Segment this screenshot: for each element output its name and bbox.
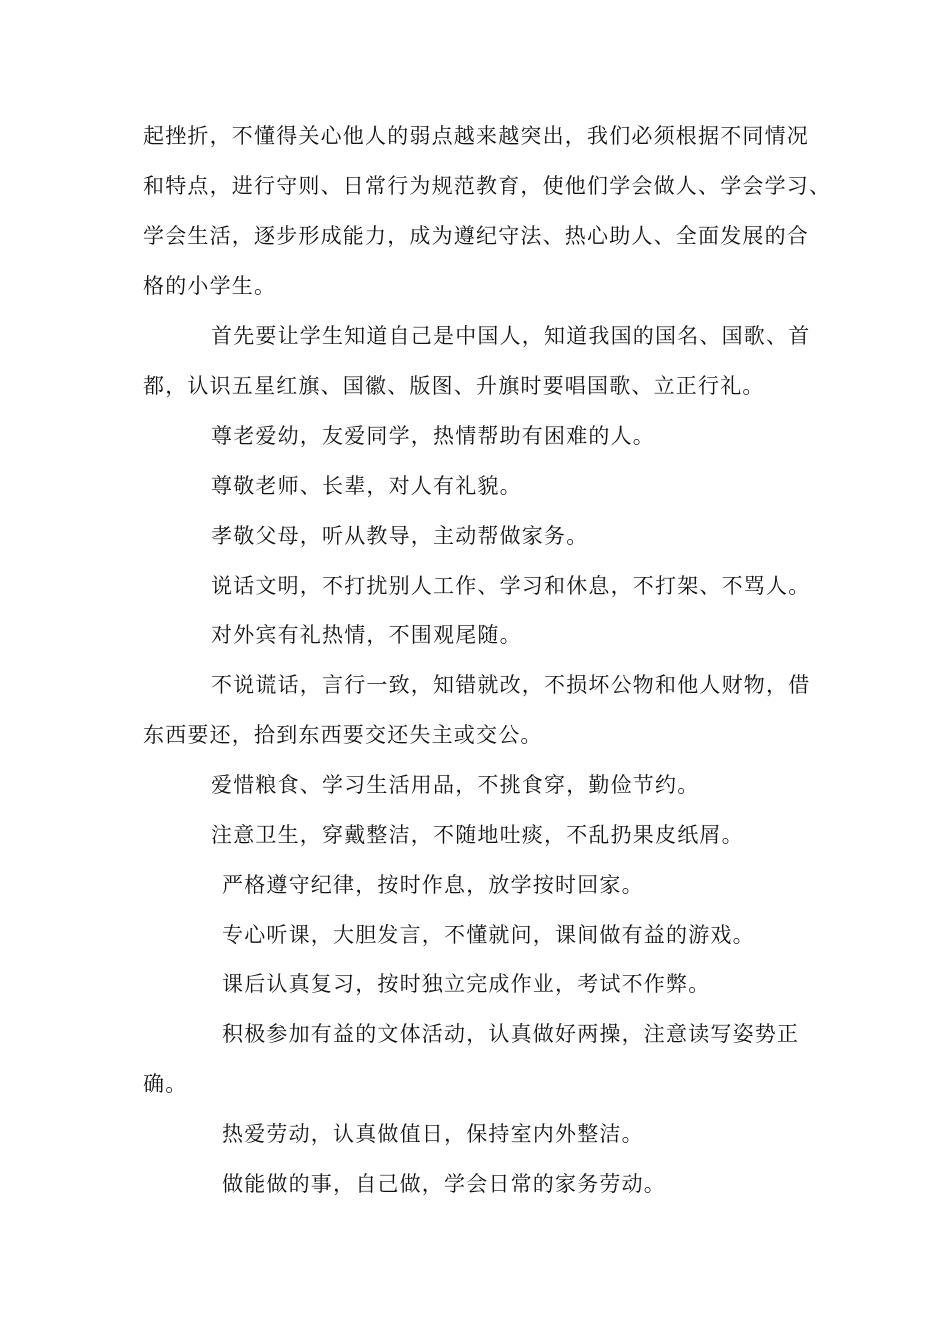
text-line: 首先要让学生知道自己是中国人，知道我国的国名、国歌、首 bbox=[211, 324, 811, 348]
text-line: 积极参加有益的文体活动，认真做好两操，注意读写姿势正 bbox=[222, 1022, 800, 1046]
text-line: 课后认真复习，按时独立完成作业，考试不作弊。 bbox=[222, 972, 711, 996]
text-line: 学会生活，逐步形成能力，成为遵纪守法、热心助人、全面发展的合 bbox=[143, 224, 809, 248]
text-line: 对外宾有礼热情，不围观尾随。 bbox=[211, 623, 522, 647]
text-line: 都，认识五星红旗、国徽、版图、升旗时要唱国歌、立正行礼。 bbox=[143, 374, 765, 398]
text-line: 起挫折，不懂得关心他人的弱点越来越突出，我们必须根据不同情况 bbox=[143, 124, 809, 148]
text-line: 不说谎话，言行一致，知错就改，不损坏公物和他人财物，借 bbox=[211, 673, 811, 697]
text-line: 严格遵守纪律，按时作息，放学按时回家。 bbox=[222, 873, 644, 897]
text-line: 东西要还，拾到东西要交还失主或交公。 bbox=[143, 723, 543, 747]
text-line: 爱惜粮食、学习生活用品，不挑食穿，勤俭节约。 bbox=[211, 773, 700, 797]
text-line: 孝敬父母，听从教导，主动帮做家务。 bbox=[211, 524, 589, 548]
text-line: 尊老爱幼，友爱同学，热情帮助有困难的人。 bbox=[211, 424, 655, 448]
text-line: 尊敬老师、长辈，对人有礼貌。 bbox=[211, 474, 522, 498]
text-line: 专心听课，大胆发言，不懂就问，课间做有益的游戏。 bbox=[222, 923, 755, 947]
text-line: 做能做的事，自己做，学会日常的家务劳动。 bbox=[222, 1172, 666, 1196]
text-line: 和特点，进行守则、日常行为规范教育，使他们学会做人、学会学习、 bbox=[143, 174, 832, 198]
text-line: 确。 bbox=[143, 1072, 188, 1096]
text-line: 说话文明，不打扰别人工作、学习和休息，不打架、不骂人。 bbox=[211, 574, 811, 598]
text-line: 注意卫生，穿戴整洁，不随地吐痰，不乱扔果皮纸屑。 bbox=[211, 823, 744, 847]
text-line: 格的小学生。 bbox=[143, 274, 277, 298]
text-line: 热爱劳动，认真做值日，保持室内外整洁。 bbox=[222, 1122, 644, 1146]
